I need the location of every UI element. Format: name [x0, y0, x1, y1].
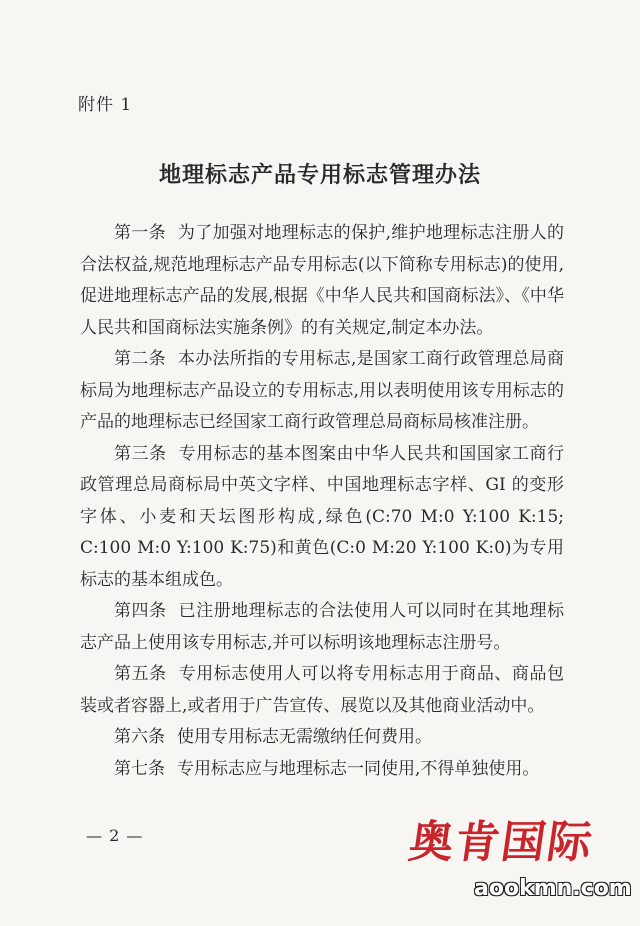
article-6	[80, 722, 564, 754]
article-text: 本办法所指的专用标志,是国家工商行政管理总局商标局为地理标志产品设立的专用标志,用以表明使用该专用标志的产品的地理标志已经国家工商行政管理总局商标局核准注册。	[80, 349, 565, 432]
article-number: 第五条	[114, 664, 167, 684]
article-text: 为了加强对地理标志的保护,维护地理标志注册人的合法权益,规范地理标志产品专用标志(以下简称专用标志)的使用,促进地理标志产品的发展,根据《中华人民共和国商标法》、《中华人民共和国商标法实施条例》的有关规定,制定本办法。	[80, 223, 565, 338]
article-3	[80, 439, 564, 597]
article-text: 已注册地理标志的合法使用人可以同时在其地理标志产品上使用该专用标志,并可以标明该地理标志注册号。	[80, 601, 564, 653]
article-7	[80, 754, 564, 786]
article-2	[80, 344, 564, 439]
attachment-label: 附件 1	[78, 95, 133, 115]
article-number: 第一条	[114, 223, 166, 243]
article-text: 专用标志的基本图案由中华人民共和国国家工商行政管理总局商标局中英文字样、中国地理标志字样、GI 的变形字体、小麦和天坛图形构成,绿色(C:70 M:0 Y:100 K:15; C:100 M:0 Y:100 K:75)和黄色(C:0 M:20 Y:100 K:0)为专用标志的基本组成色。	[80, 443, 564, 590]
watermark-url: aookmn.com	[474, 876, 632, 901]
page-number: — 2 —	[86, 826, 144, 845]
article-number: 第七条	[114, 758, 165, 779]
watermark-logo	[405, 806, 632, 916]
document-body	[80, 218, 564, 785]
article-1	[80, 218, 564, 344]
watermark-chinese-text: 奥肯国际	[405, 817, 597, 868]
document-title: 地理标志产品专用标志管理办法	[158, 163, 481, 188]
article-number: 第四条	[114, 601, 167, 621]
article-text: 专用标志使用人可以将专用标志用于商品、商品包装或者容器上,或者用于广告宣传、展览以及其他商业活动中。	[80, 664, 564, 716]
article-5	[80, 659, 564, 722]
article-4	[80, 596, 564, 659]
article-text: 使用专用标志无需缴纳任何费用。	[177, 727, 432, 747]
article-text: 专用标志应与地理标志一同使用,不得单独使用。	[177, 758, 540, 779]
article-number: 第六条	[114, 727, 165, 747]
article-number: 第三条	[114, 443, 167, 464]
article-number: 第二条	[114, 349, 166, 369]
